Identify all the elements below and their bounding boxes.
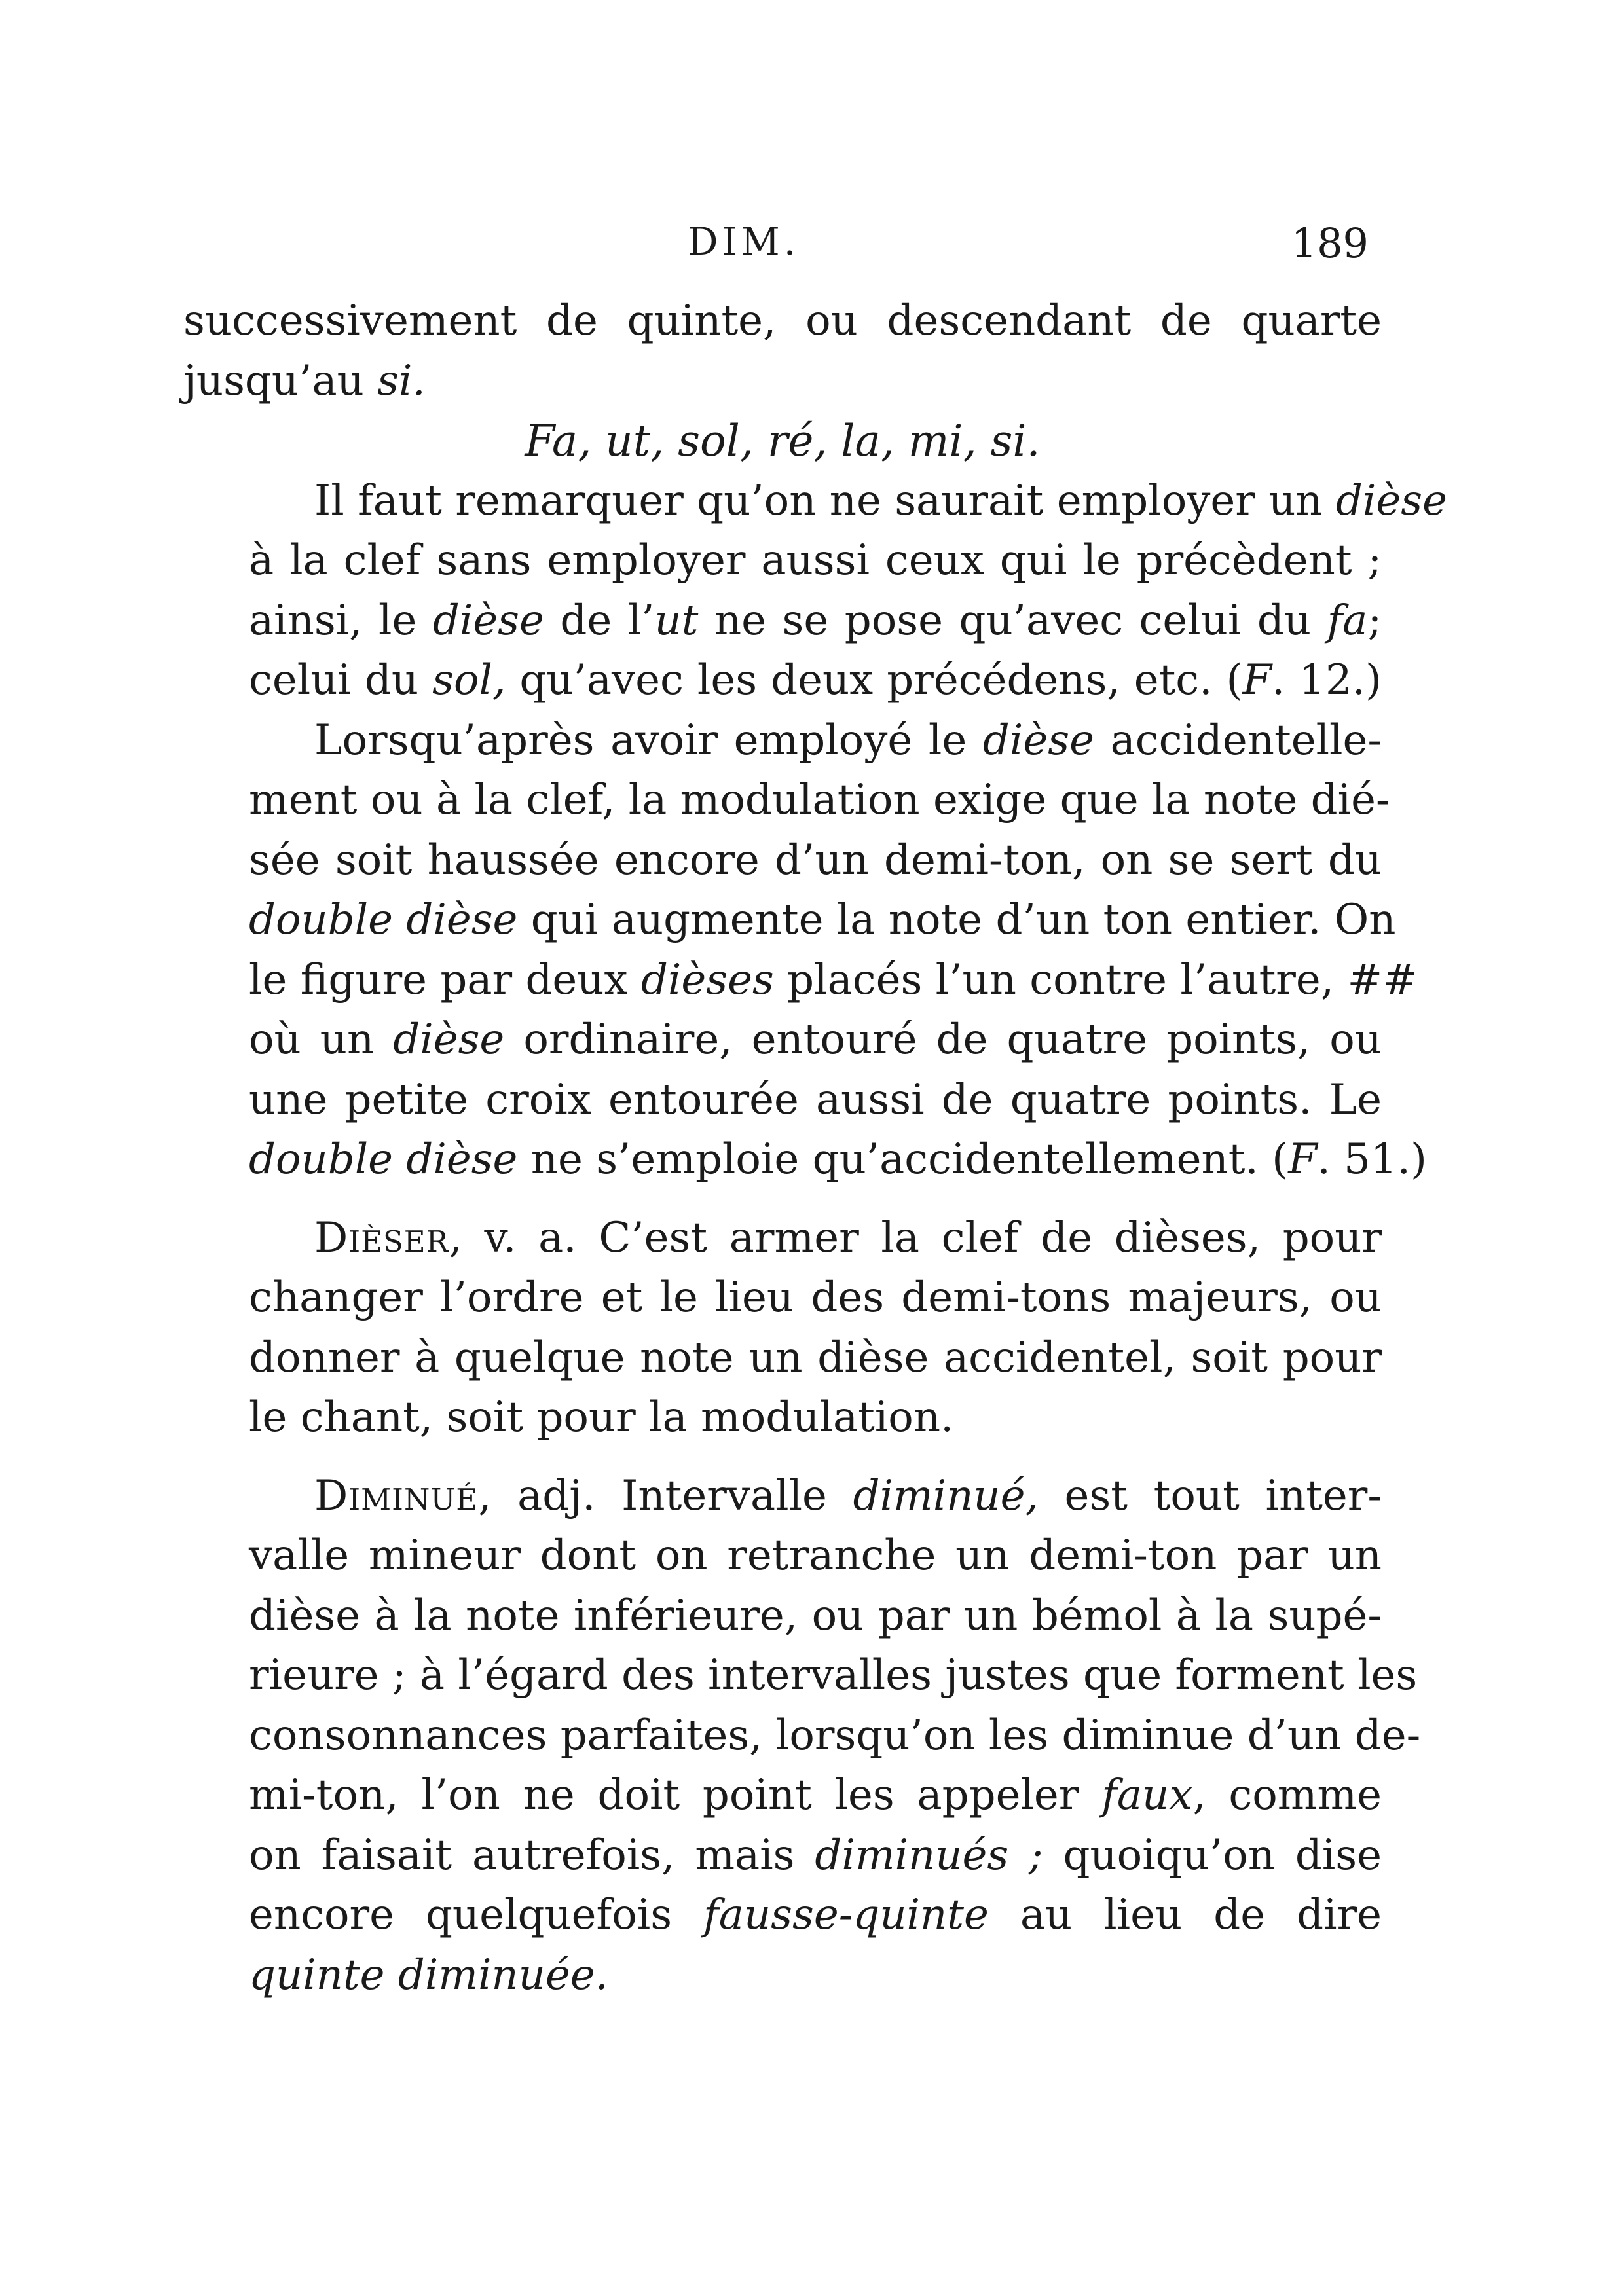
text-line: à la clef sans employer aussi ceux qui le précèdent ; (249, 536, 1382, 585)
text-line: double dièse ne s’emploie qu’accidentellement. (F. 51.) (249, 1135, 1427, 1184)
entry-diminue (183, 1467, 1421, 2006)
text-line: successivement de quinte, ou descendant de quarte (183, 297, 1382, 345)
page-header (183, 219, 1382, 285)
text-line: on faisait autrefois, mais diminués ; quoiqu’on dise (249, 1831, 1382, 1880)
text-line: encore quelquefois fausse-quinte au lieu de dire (249, 1891, 1382, 1939)
continuation-paragraph (183, 291, 1382, 411)
text-line: où un dièse ordinaire, entouré de quatre points, ou (249, 1015, 1382, 1064)
entry-spacer (183, 1190, 1382, 1209)
text-line: valle mineur dont on retranche un demi-ton par un (249, 1531, 1382, 1580)
text-line: Il faut remarquer qu’on ne saurait employer un dièse (314, 476, 1447, 525)
entry-spacer (183, 1448, 1382, 1467)
text-line: le figure par deux dièses placés l’un contre l’autre, ## (249, 955, 1418, 1004)
text-line: ment ou à la clef, la modulation exige que la note dié- (249, 776, 1390, 824)
text-line: quinte diminuée. (249, 1950, 608, 1999)
paragraph-sharp-clef (183, 471, 1447, 711)
text-line: mi-ton, l’on ne doit point les appeler faux, comme (249, 1771, 1382, 1819)
text-line: consonnances parfaites, lorsqu’on les diminue d’un de- (249, 1711, 1421, 1760)
page-number: 189 (1291, 219, 1369, 267)
text-line: celui du sol, qu’avec les deux précédens, etc. (F. 12.) (249, 656, 1382, 704)
paragraph-double-sharp (183, 711, 1427, 1190)
entry-dieser (183, 1209, 1382, 1448)
text-line: ainsi, le dièse de l’ut ne se pose qu’avec celui du fa; (249, 596, 1382, 645)
text-line: Diminué, adj. Intervalle diminué, est tout inter- (314, 1471, 1382, 1520)
body-text (183, 291, 1447, 2005)
text-line: dièse à la note inférieure, ou par un bémol à la supé- (249, 1591, 1382, 1640)
text-line: changer l’ordre et le lieu des demi-tons majeurs, ou (249, 1273, 1382, 1322)
note-sequence-example: Fa, ut, sol, ré, la, mi, si. (525, 416, 1041, 466)
entry-headword: Diminué (314, 1471, 479, 1520)
text-line: Lorsqu’après avoir employé le dièse accidentelle- (314, 716, 1382, 765)
text-line: donner à quelque note un dièse accidentel, soit pour (249, 1333, 1382, 1382)
running-head: DIM. (688, 219, 800, 264)
text-line: jusqu’au si. (183, 356, 426, 405)
text-line: une petite croix entourée aussi de quatre points. Le (249, 1075, 1382, 1124)
text-line: le chant, soit pour la modulation. (249, 1393, 954, 1442)
text-line: double dièse qui augmente la note d’un ton entier. On (249, 896, 1396, 944)
text-line: sée soit haussée encore d’un demi-ton, on se sert du (249, 835, 1382, 884)
text-line: rieure ; à l’égard des intervalles justes que forment les (249, 1651, 1418, 1700)
entry-headword: Dièser (314, 1213, 449, 1262)
text-line: Dièser, v. a. C’est armer la clef de dièses, pour (314, 1213, 1382, 1262)
